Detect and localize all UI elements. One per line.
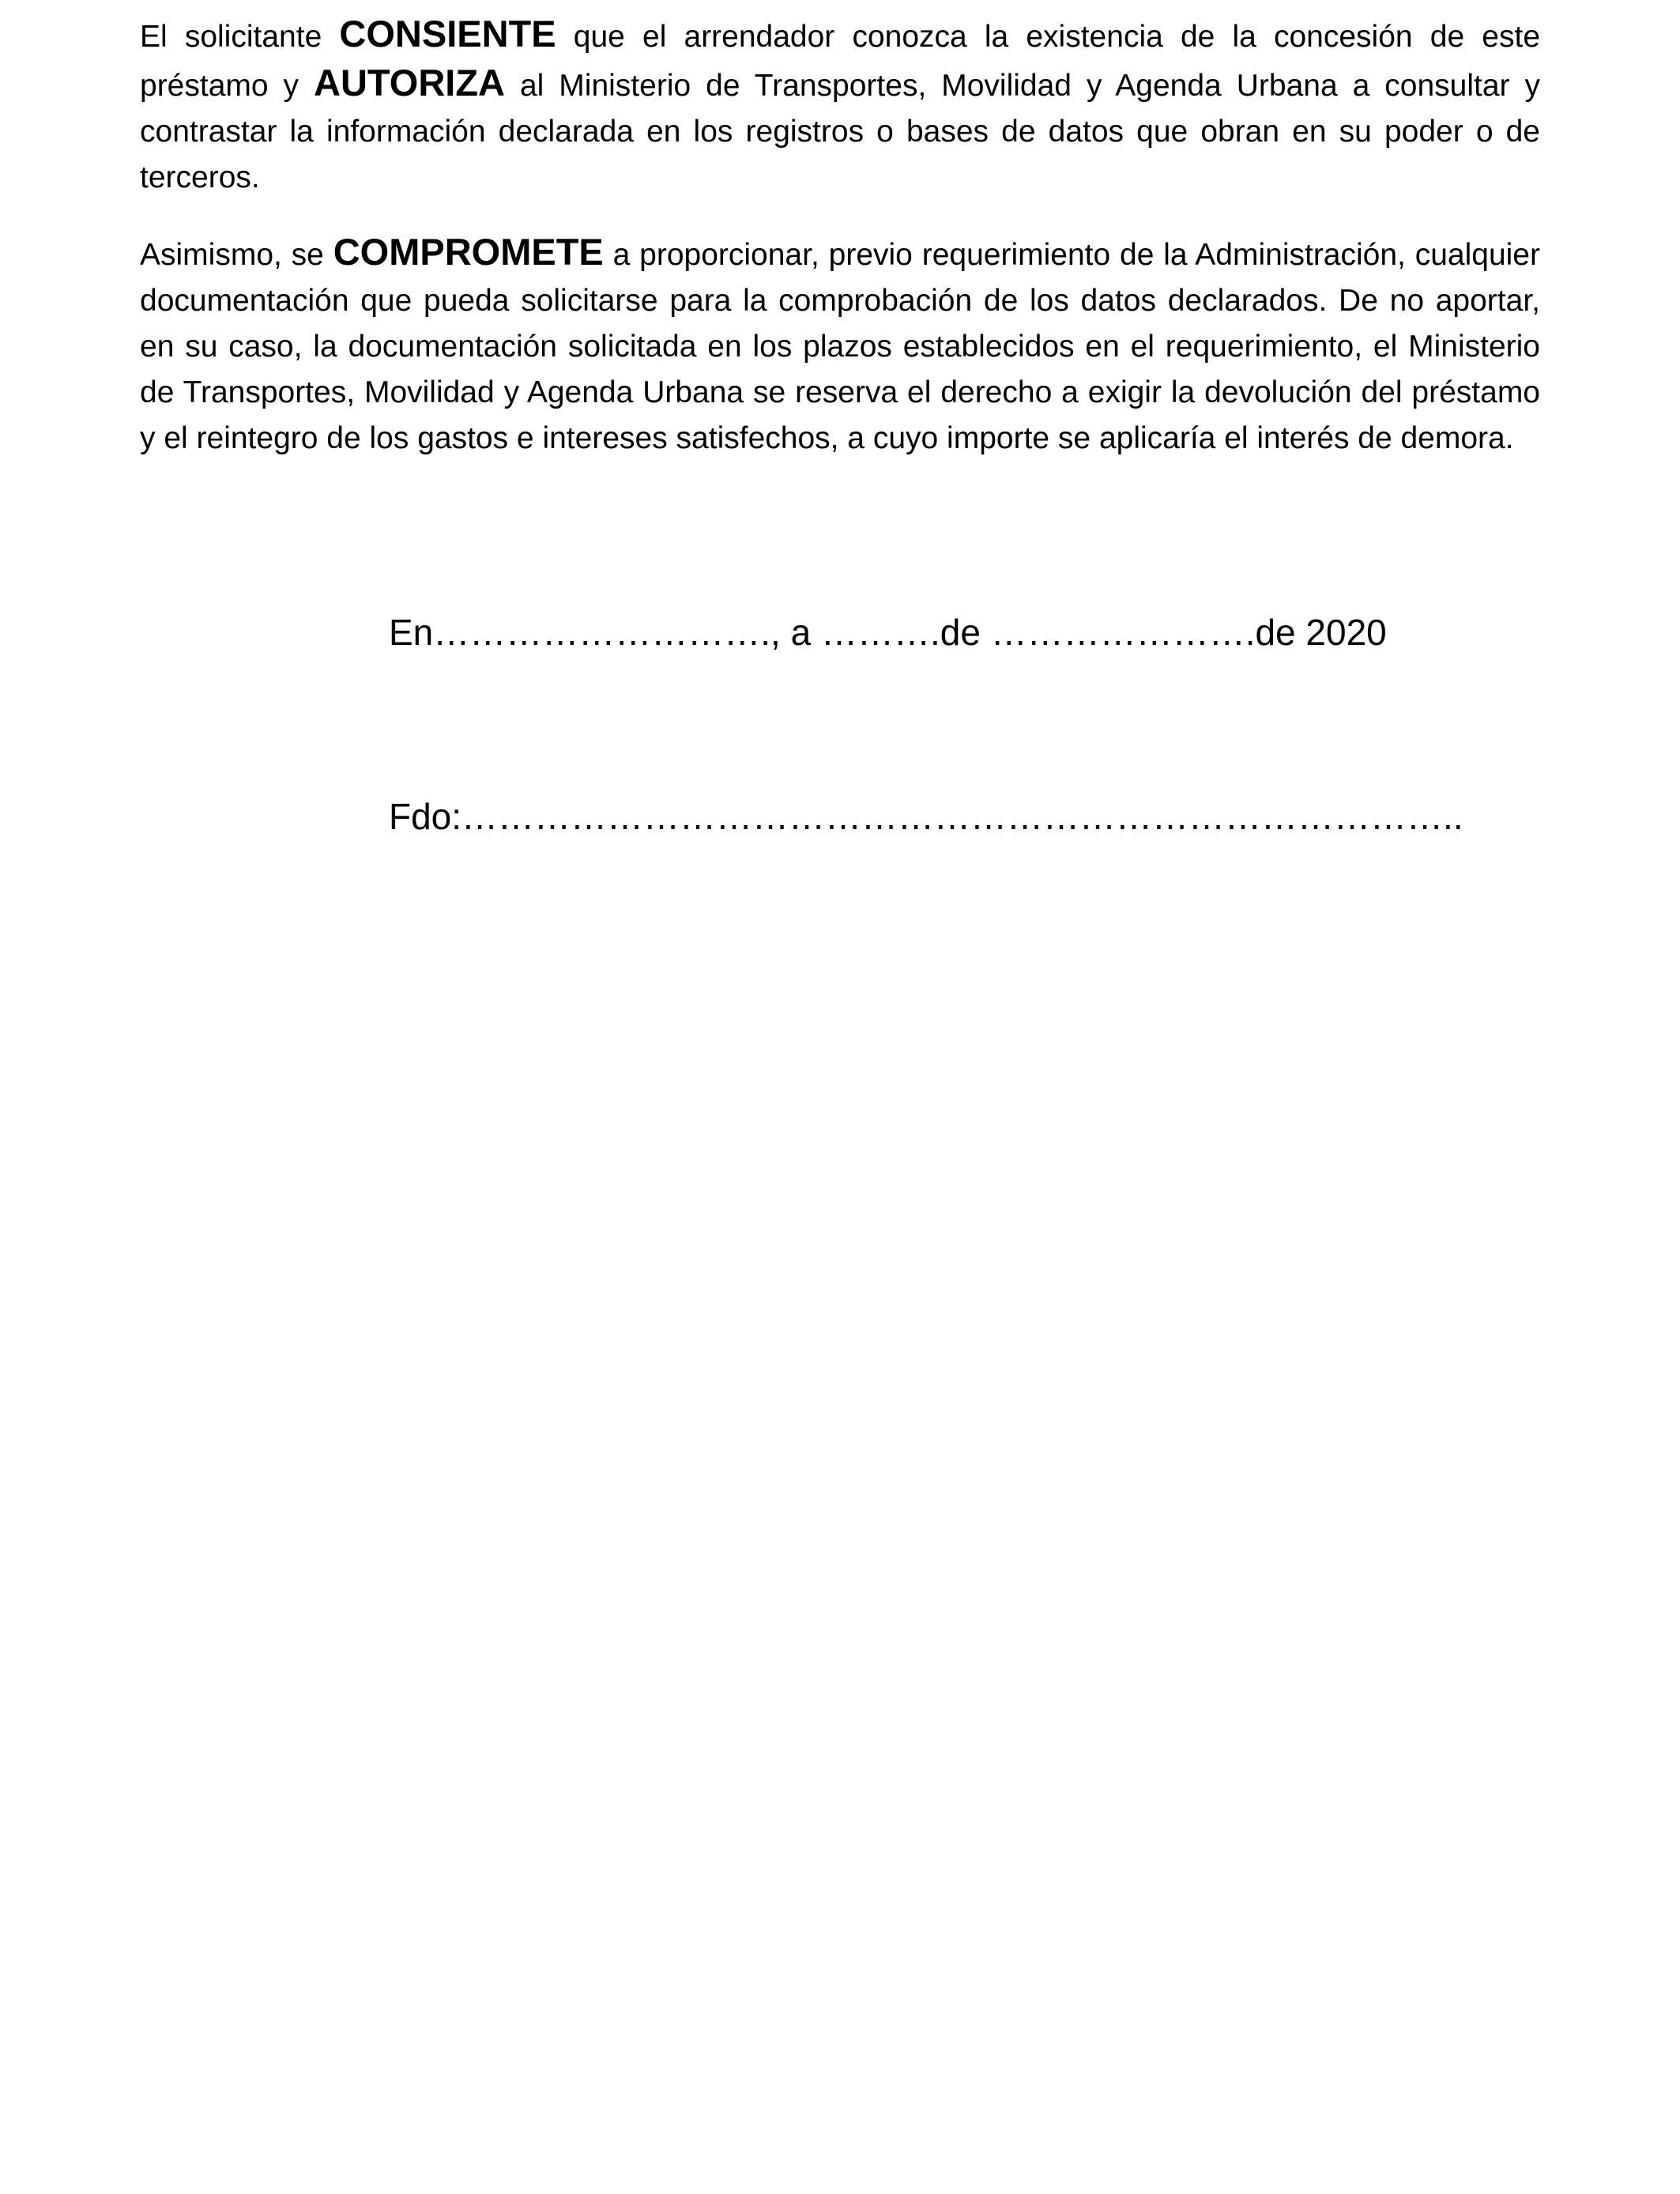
consent-paragraph [140, 11, 1540, 201]
commitment-paragraph [140, 229, 1540, 462]
consent-text-2: que el arrendador conozca la existencia de la concesión de este préstamo y [140, 20, 1541, 103]
consent-text-1: El solicitante [140, 20, 340, 54]
consent-text-3: al Ministerio de Transportes, Movilidad y Agenda Urbana a consultar y contrastar la información declarada en los registros o bases de datos que obran en su poder o de terceros. [140, 69, 1540, 194]
place-date-line: En………………………., a ……….de ………………….de 2020 [389, 612, 1387, 653]
consent-keyword: CONSIENTE [339, 13, 556, 55]
commitment-text-2: a proporcionar, previo requerimiento de la Administración, cualquier documentación que pueda solicitarse para la comprobación de los datos declarados. De no aportar, en su caso, la documentación solicitada en los plazos establecidos en el requerimiento, el Ministerio de Transportes, Movilidad y Agenda Urbana se reserva el derecho a exigir la devolución del préstamo y el reintegro de los gastos e intereses satisfechos, a cuyo importe se aplicaría el interés de demora. [140, 238, 1540, 455]
commitment-keyword: COMPROMETE [333, 231, 604, 273]
commitment-text-1: Asimismo, se [140, 238, 333, 272]
signature-line: Fdo:……………………………………………………………………….. [389, 796, 1463, 837]
authorize-keyword: AUTORIZA [314, 62, 505, 104]
